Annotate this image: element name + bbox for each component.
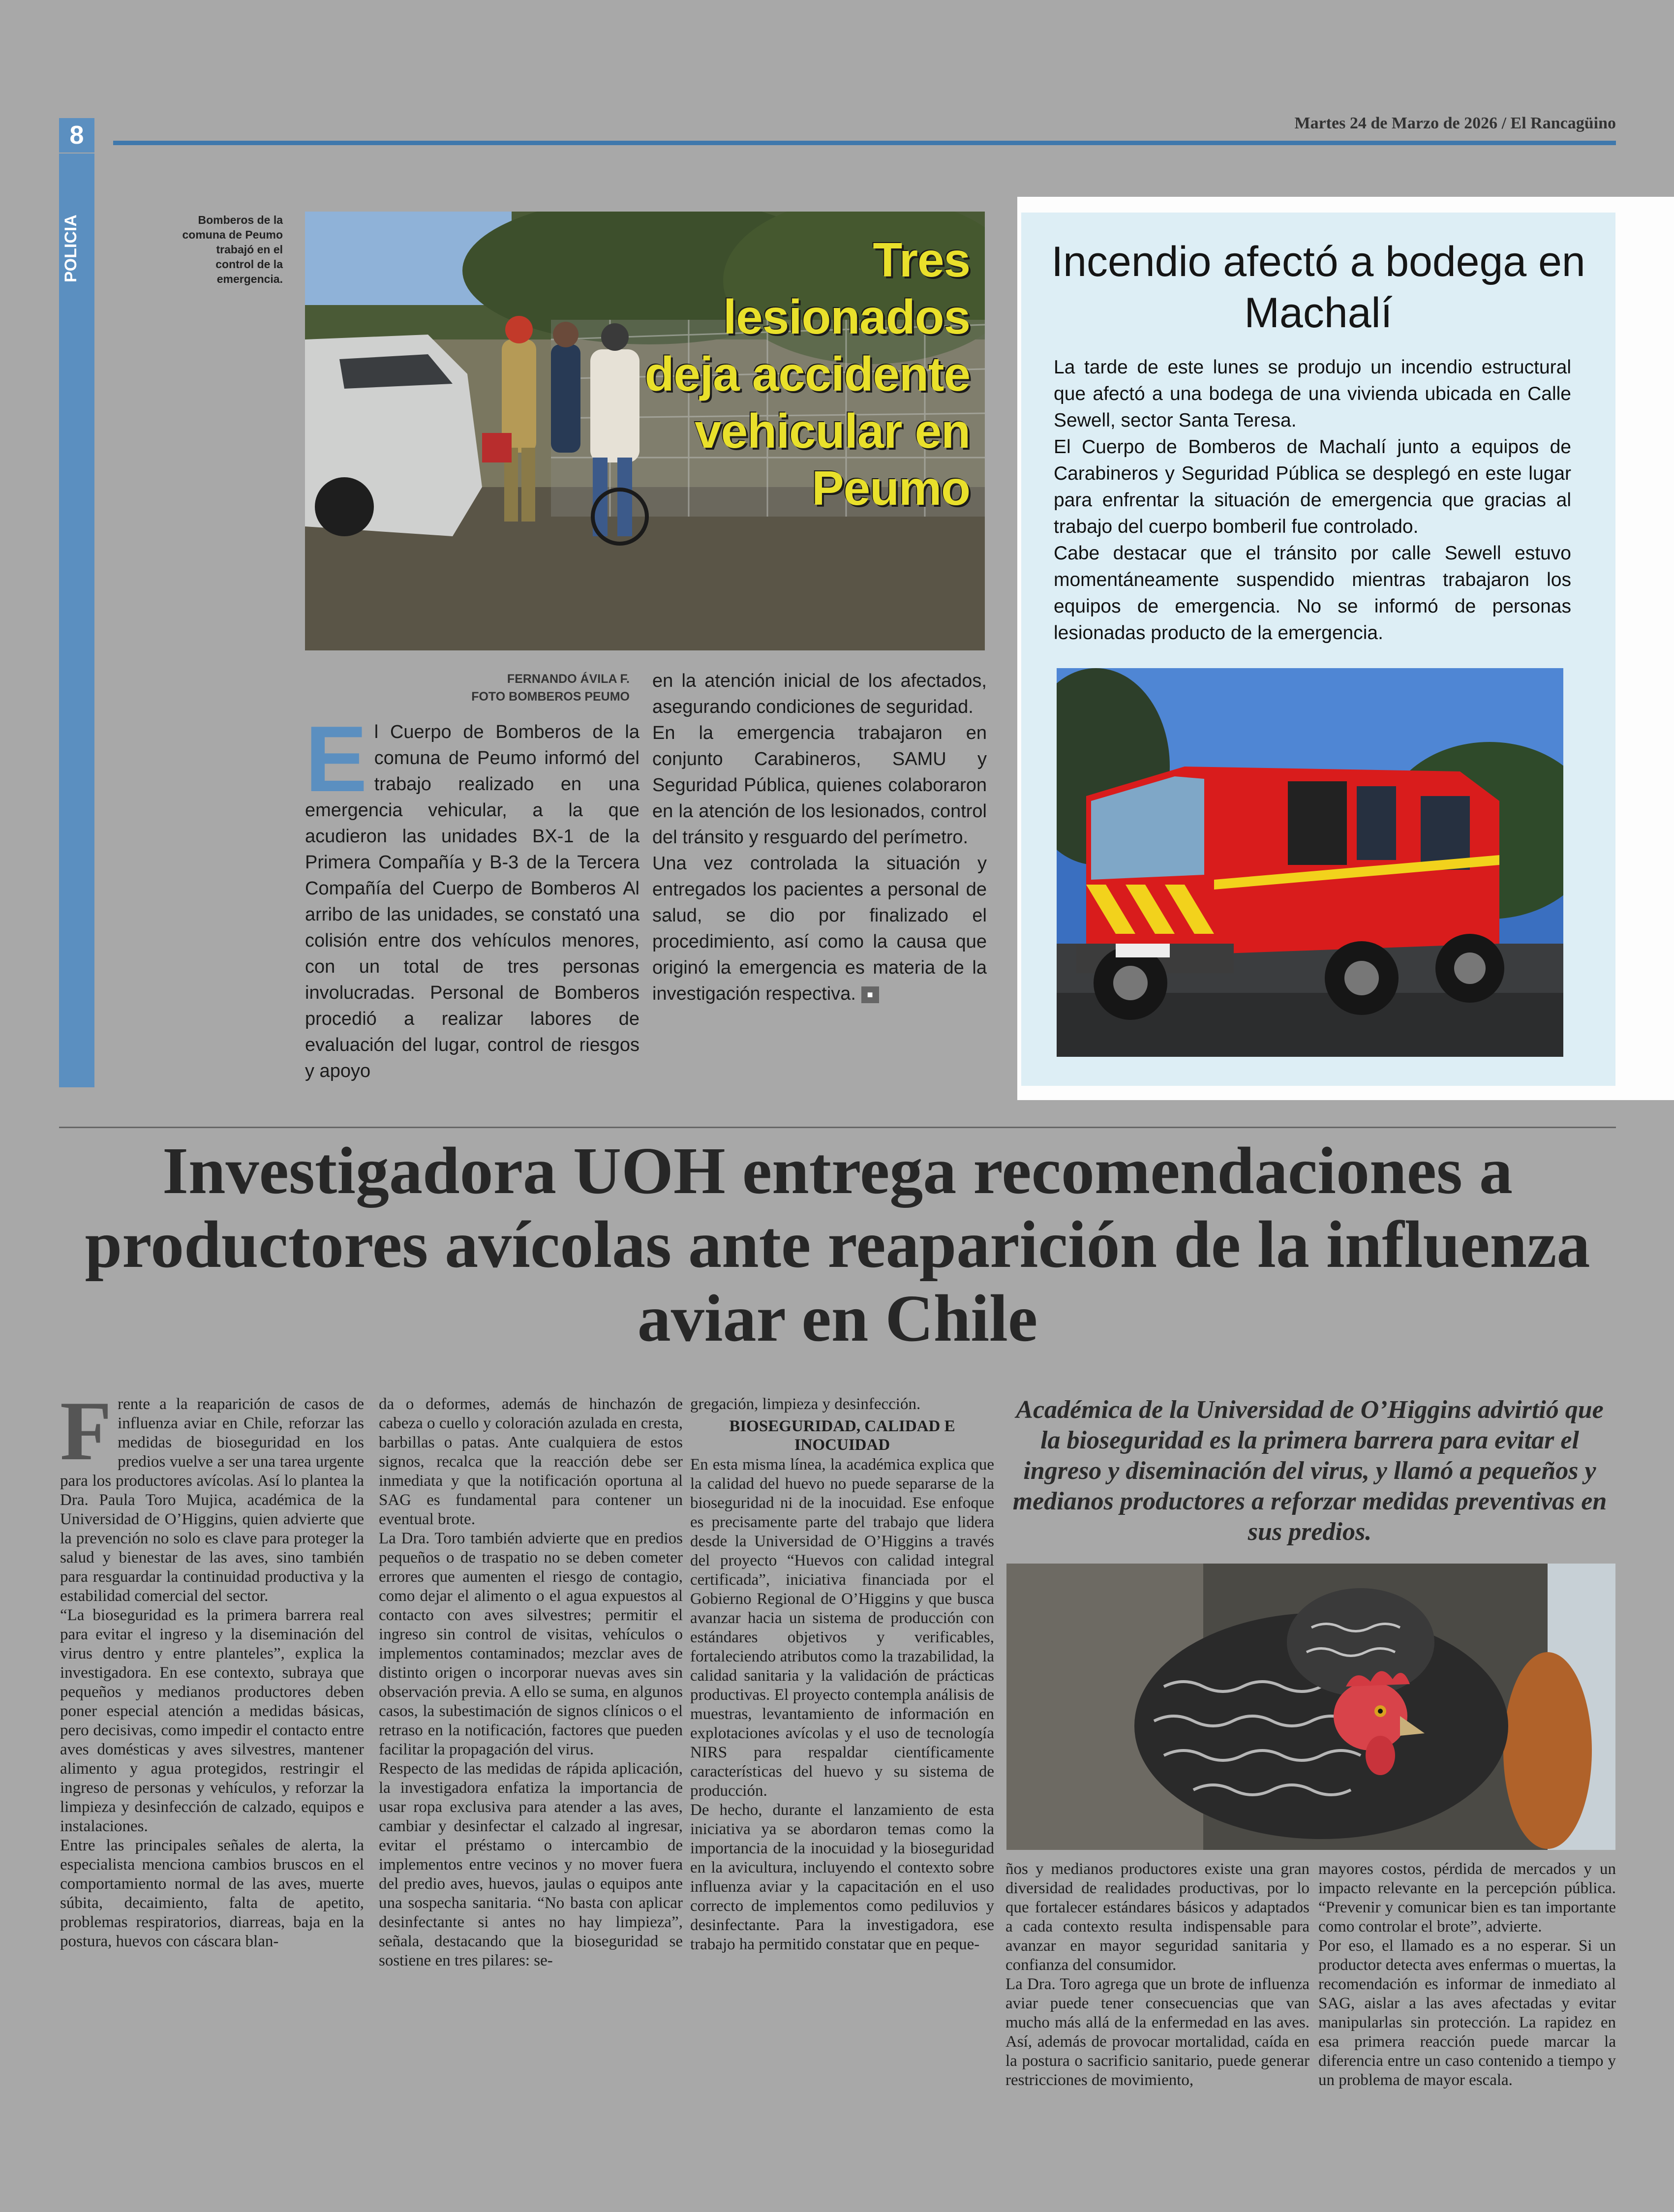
photo-credit: FOTO BOMBEROS PEUMO [471,690,630,704]
article-body-right [652,668,987,1007]
section-bar [59,154,94,1087]
sidebar-body [1054,354,1571,646]
article-column-5 [1318,1860,1616,2090]
body-paragraph: da o deformes, además de hinchazón de cabeza o cuello y coloración azulada en cresta, barbillas o patas. Ante cualquiera de estos signos, recalca que la reacción debe ser inmediata y que la notificación oportuna al SAG es fundamental para contener un eventual brote. [379,1395,683,1528]
body-paragraph: ños y medianos productores existe una gran diversidad de realidades productivas, por lo que fortalecer estándares básicos y adaptados a cada contexto resulta indispensable para avanzar en mayor seguridad sanitaria y confianza del consumidor. [1005,1860,1309,1974]
body-paragraph: en la atención inicial de los afectados, asegurando condiciones de seguridad. [652,671,987,717]
body-paragraph: La Dra. Toro agrega que un brote de influenza aviar puede tener consecuencias que van mucho más allá de la enfermedad en las aves. Así, además de provocar mortalidad, caída en la postura o sacrificio sanitario, puede generar restricciones de movimiento, [1005,1975,1309,2089]
body-paragraph: La Dra. Toro también advierte que en predios pequeños o de traspatio no se deben cometer errores que aumenten el riesgo de contagio, como dejar el alimento o el agua expuestos al contacto con aves silvestres; permitir el ingreso sin control de visitas, vehículos o implementos contaminados; mezclar aves de distinto origen o incorporar nuevas aves sin observación previa. A ello se suma, en algunos casos, la subestimación de signos clínicos o el retraso en la notificación, factores que pueden facilitar la propagación del virus. [379,1530,683,1758]
header-date-publication: Martes 24 de Marzo de 2026 / El Rancagüino [1294,114,1616,132]
body-paragraph: El Cuerpo de Bomberos de Machalí junto a equipos de Carabineros y Seguridad Pública se desplegó en este lugar para enfrentar la situación de emergencia que gracias al trabajo del cuerpo bomberil fue controlado. [1054,436,1571,537]
body-paragraph-last [652,851,987,1007]
fire-truck-photo [1057,668,1563,1057]
subheading: BIOSEGURIDAD, CALIDAD E INOCUIDAD [729,1417,955,1454]
article-column-4 [1005,1860,1309,2090]
body-paragraph: mayores costos, pérdida de mercados y un impacto relevante en la percepción pública. “Prevenir y comunicar bien es tan importante como controlar el brote”, advierte. [1318,1860,1616,1936]
byline [305,670,630,706]
hen-photo [1006,1564,1615,1850]
section-divider [59,1127,1616,1128]
headline: Tres lesionados deja accidente vehicular en Peumo [644,233,970,515]
body-paragraph: La tarde de este lunes se produjo un incendio estructural que afectó a una bodega de una vivienda ubicada en Calle Sewell, sector Santa Teresa. [1054,357,1571,431]
body-paragraph: Cabe destacar que el tránsito por calle Sewell estuvo momentáneamente suspendido mientras trabajaron los equipos de emergencia. No se informó de personas lesionadas producto de la emergencia. [1054,543,1571,644]
body-paragraph: “La bioseguridad es la primera barrera real para evitar el ingreso y la diseminación del virus dentro y entre planteles”, explica la investigadora. En ese contexto, subraya que pequeños y medianos productores deben poner especial atención a medidas básicas, pero decisivas, como impedir el contacto entre aves domésticas y aves silvestres, mantener alimento y agua protegidos, restringir el ingreso de personas y vehículos, y reforzar la limpieza y desinfección de calzado, equipos e instalaciones. [60,1606,364,1835]
body-paragraph-text: rente a la reaparición de casos de influenza aviar en Chile, reforzar las medidas de bioseguridad en los predios vuelve a ser una tarea urgente para los productores avícolas. Así lo plantea la Dra. Paula Toro Mujica, académica de la Universidad de O’Higgins, quien advierte que la prevención no solo es clave para proteger la salud y bienestar de las aves, sino también para resguardar la continuidad productiva y la estabilidad comercial del sector. [60,1395,364,1605]
end-mark-icon: ■ [861,986,879,1003]
header-rule [113,141,1616,145]
sidebar-headline: Incendio afectó a bodega en Machalí [1051,238,1585,337]
body-paragraph: gregación, limpieza y desinfección. [690,1395,921,1413]
section-label: POLICIA [61,215,80,282]
article-column-2 [379,1395,683,1970]
body-paragraph: Entre las principales señales de alerta, la especialista menciona cambios bruscos en el comportamiento normal de las aves, muerte súbita, decaimiento, falta de apetito, problemas respiratorios, diarreas, baja en la postura, huevos con cáscara blan- [60,1837,364,1950]
body-paragraph [60,1384,364,1606]
article-body-left [305,707,639,1084]
body-paragraph: l Cuerpo de Bomberos de la comuna de Peumo informó del trabajo realizado en una emergencia vehicular, a la que acudieron las unidades BX-1 de la Primera Compañía y B-3 de la Tercera Compañía del Cuerpo de Bomberos Al arribo de las unidades, se constató una colisión entre dos vehículos menores, con un total de tres personas involucradas. Personal de Bomberos procedió a realizar labores de evaluación del lugar, control de riesgos y apoyo [305,722,639,1081]
main-headline: Investigadora UOH entrega recomendaciones a productores avícolas ante reaparición de la influenza aviar en Chile [85,1134,1590,1355]
author: FERNANDO ÁVILA F. [507,672,630,686]
body-paragraph: En la emergencia trabajaron en conjunto Carabineros, SAMU y Seguridad Pública, quienes colaboraron en la atención de los lesionados, control del tránsito y resguardo del perímetro. [652,723,987,848]
dropcap: F [60,1384,112,1478]
page-number: 8 [59,118,94,153]
body-paragraph: Por eso, el llamado es a no esperar. Si un productor detecta aves enfermas o muertas, la recomendación es informar de inmediato al SAG, aislar a las aves afectadas y evitar manipularlas sin protección. La rapidez en esa primera reacción puede marcar la diferencia entre un caso contenido a tiempo y un problema de mayor escala. [1318,1937,1616,2089]
accident-photo [305,212,985,650]
article-column-3 [690,1395,994,1954]
body-paragraph: En esta misma línea, la académica explica que la calidad del huevo no puede separarse de la bioseguridad ni de la inocuidad. Ese enfoque es precisamente parte del trabajo que lidera desde la Universidad de O’Higgins a través del proyecto “Huevos con calidad integral certificada”, iniciativa financiada por el Gobierno Regional de O’Higgins y que busca avanzar hacia un sistema de producción con estándares objetivos y verificables, fortaleciendo atributos como la trazabilidad, la calidad sanitaria y la validación de prácticas productivas. El proyecto contempla análisis de muestras, levantamiento de información en explotaciones avícolas y el uso de tecnología NIRS para respaldar científicamente características del huevo y su sistema de producción. [690,1456,994,1800]
body-paragraph-text: Una vez controlada la situación y entregados los pacientes a personal de salud, se dio por finalizado el procedimiento, así como la causa que originó la emergencia es materia de la investigación respectiva. [652,853,987,1004]
deck: Académica de la Universidad de O’Higgins advirtió que la bioseguridad es la primera barrera para evitar el ingreso y diseminación del virus, y llamó a pequeños y medianos productores a reforzar medidas preventivas en sus predios. [1012,1396,1607,1546]
photo-caption: Bomberos de la comuna de Peumo trabajó en el control de la emergencia. [182,214,283,285]
body-paragraph: Respecto de las medidas de rápida aplicación, la investigadora enfatiza la importancia de usar ropa exclusiva para atender a las aves, cambiar y desinfectar el calzado al ingresar, evitar el préstamo o intercambio de implementos entre vecinos y no mover fuera del predio aves, huevos, jaulas o equipos ante una sospecha sanitaria. “No basta con aplicar desinfectante si antes no hay limpieza”, señala, destacando que la bioseguridad se sostiene en tres pilares: se- [379,1760,683,1969]
body-paragraph: De hecho, durante el lanzamiento de esta iniciativa ya se abordaron temas como la importancia de la inocuidad y la bioseguridad en la avicultura, incluyendo el contexto sobre influenza aviar y la capacitación en el uso correcto de implementos como pediluvios y desinfectante. Para la investigadora, ese trabajo ha permitido constatar que en peque- [690,1801,994,1953]
article-column-1 [60,1384,364,1951]
dropcap: E [305,707,367,811]
